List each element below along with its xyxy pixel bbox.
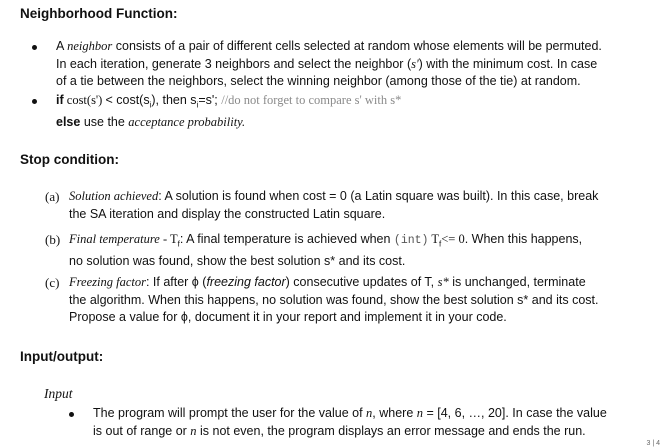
- input-output-heading: Input/output:: [20, 349, 104, 364]
- rule-line-1: if $\cos t(s') < \cos t(s_i)$, then $s_i=s'$; //do not forget to compare s' with s*: [56, 93, 402, 110]
- item-number-a: (a): [45, 189, 60, 204]
- input-description: The program will prompt the user for the value of n, where n = [4, 6, …, 20]. In case the value is out of range or n is not even, the program displays an error message and ends the run.: [93, 406, 607, 438]
- input-subheading: Input: [44, 386, 73, 401]
- neighbor-line-1: A neighbor consists of a pair of different cells selected at random whose elements will be permuted.: [56, 39, 602, 53]
- rule-line-2: else use the acceptance probability.: [56, 115, 246, 130]
- bullet-dot: [32, 99, 37, 104]
- neighbor-line-3: of a tie between the neighbors, select the winning neighbor (among those of the tie) at random.: [56, 74, 581, 89]
- neighborhood-heading: Neighborhood Function:: [20, 6, 178, 21]
- bullet-dot: [69, 412, 74, 417]
- code-comment: //do not forget to compare s' with s*: [221, 93, 402, 107]
- stop-item-a: Solution achieved: A solution is found when cost = 0 (a Latin square was built). In this case, break the SA iteration and display the constructed Latin square.: [69, 189, 599, 221]
- bullet-dot: [32, 45, 37, 50]
- solution-achieved-term: Solution achieved: [69, 189, 159, 203]
- neighbor-line-2: In each iteration, generate 3 neighbors and select the neighbor (s') with the minimum cost. In case: [56, 56, 598, 71]
- page-number: 3 | 4: [646, 440, 660, 447]
- stop-item-b: Final temperature - $T_f$: A final temperature is achieved when (int) $T_f<= 0$. When this happens, no solution was found, show the best solution s* and its cost.: [69, 232, 583, 269]
- final-temperature-term: Final temperature: [69, 232, 160, 246]
- stop-condition-heading: Stop condition:: [20, 152, 119, 167]
- freezing-factor-term: Freezing factor: [69, 275, 146, 289]
- neighbor-definition: [56, 38, 656, 91]
- stop-item-c: Freezing factor: If after ϕ (freezing factor) consecutive updates of T, s* is unchanged, terminate the algorithm. When this happens, no solution was found, show the best solution s* and its cost. Propose a value for ϕ, document it in your report and implement it in your code.: [69, 275, 599, 325]
- neighbor-rule: [56, 92, 656, 132]
- item-number-c: (c): [45, 275, 60, 290]
- item-number-b: (b): [45, 232, 61, 247]
- neighbor-term: neighbor: [67, 39, 113, 53]
- acceptance-probability-term: acceptance probability.: [128, 115, 246, 130]
